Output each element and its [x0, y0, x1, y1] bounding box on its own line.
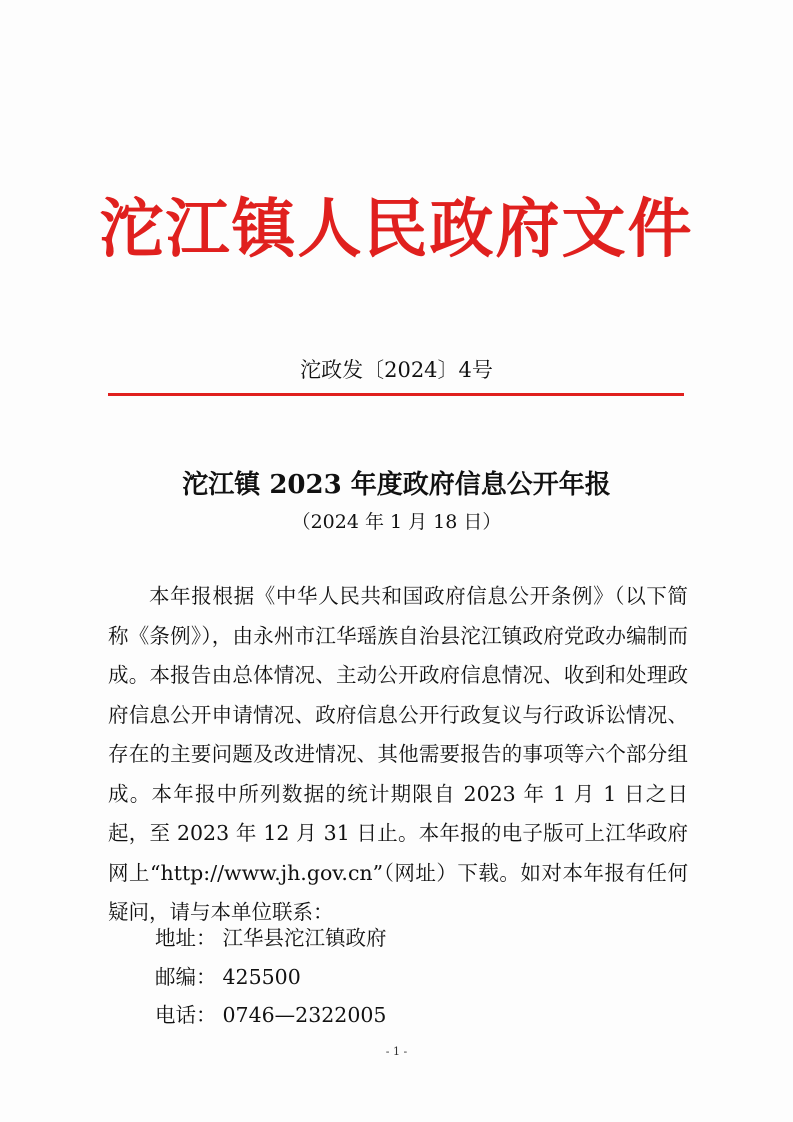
phone-value: 0746—2322005 [222, 1003, 387, 1027]
phone-label: 电话： [155, 1003, 217, 1027]
body-paragraph: 本年报根据《中华人民共和国政府信息公开条例》（以下简称《条例》），由永州市江华瑶族自治县沱江镇政府党政办编制而成。本报告由总体情况、主动公开政府信息情况、收到和处理政府信息公开申请情况、政府信息公开行政复议与行政诉讼情况、存在的主要问题及改进情况、其他需要报告的事项等六个部分组成。本年报中所列数据的统计期限自 2023 年 1 月 1 日之日起，至 2023 年 12 月 31 日止。本年报的电子版可上江华政府网上“http://www.jh.gov.cn”（网址）下载。如对本年报有任何疑问，请与本单位联系： [108, 584, 688, 924]
header-divider [108, 393, 684, 396]
document-header-title: 沱江镇人民政府文件 [99, 192, 694, 267]
report-title: 沱江镇 2023 年度政府信息公开年报 [182, 470, 611, 500]
contact-postcode [155, 963, 301, 991]
address-label: 地址： [155, 926, 217, 950]
document-number: 沱政发〔2024〕4号 [300, 358, 493, 382]
report-date: （2024 年 1 月 18 日） [291, 511, 502, 533]
contact-address [155, 924, 387, 952]
page-number: - 1 - [385, 1045, 408, 1058]
postcode-value: 425500 [222, 965, 301, 989]
postcode-label: 邮编： [155, 965, 217, 989]
contact-phone [155, 1001, 386, 1029]
address-value: 江华县沱江镇政府 [222, 926, 387, 950]
